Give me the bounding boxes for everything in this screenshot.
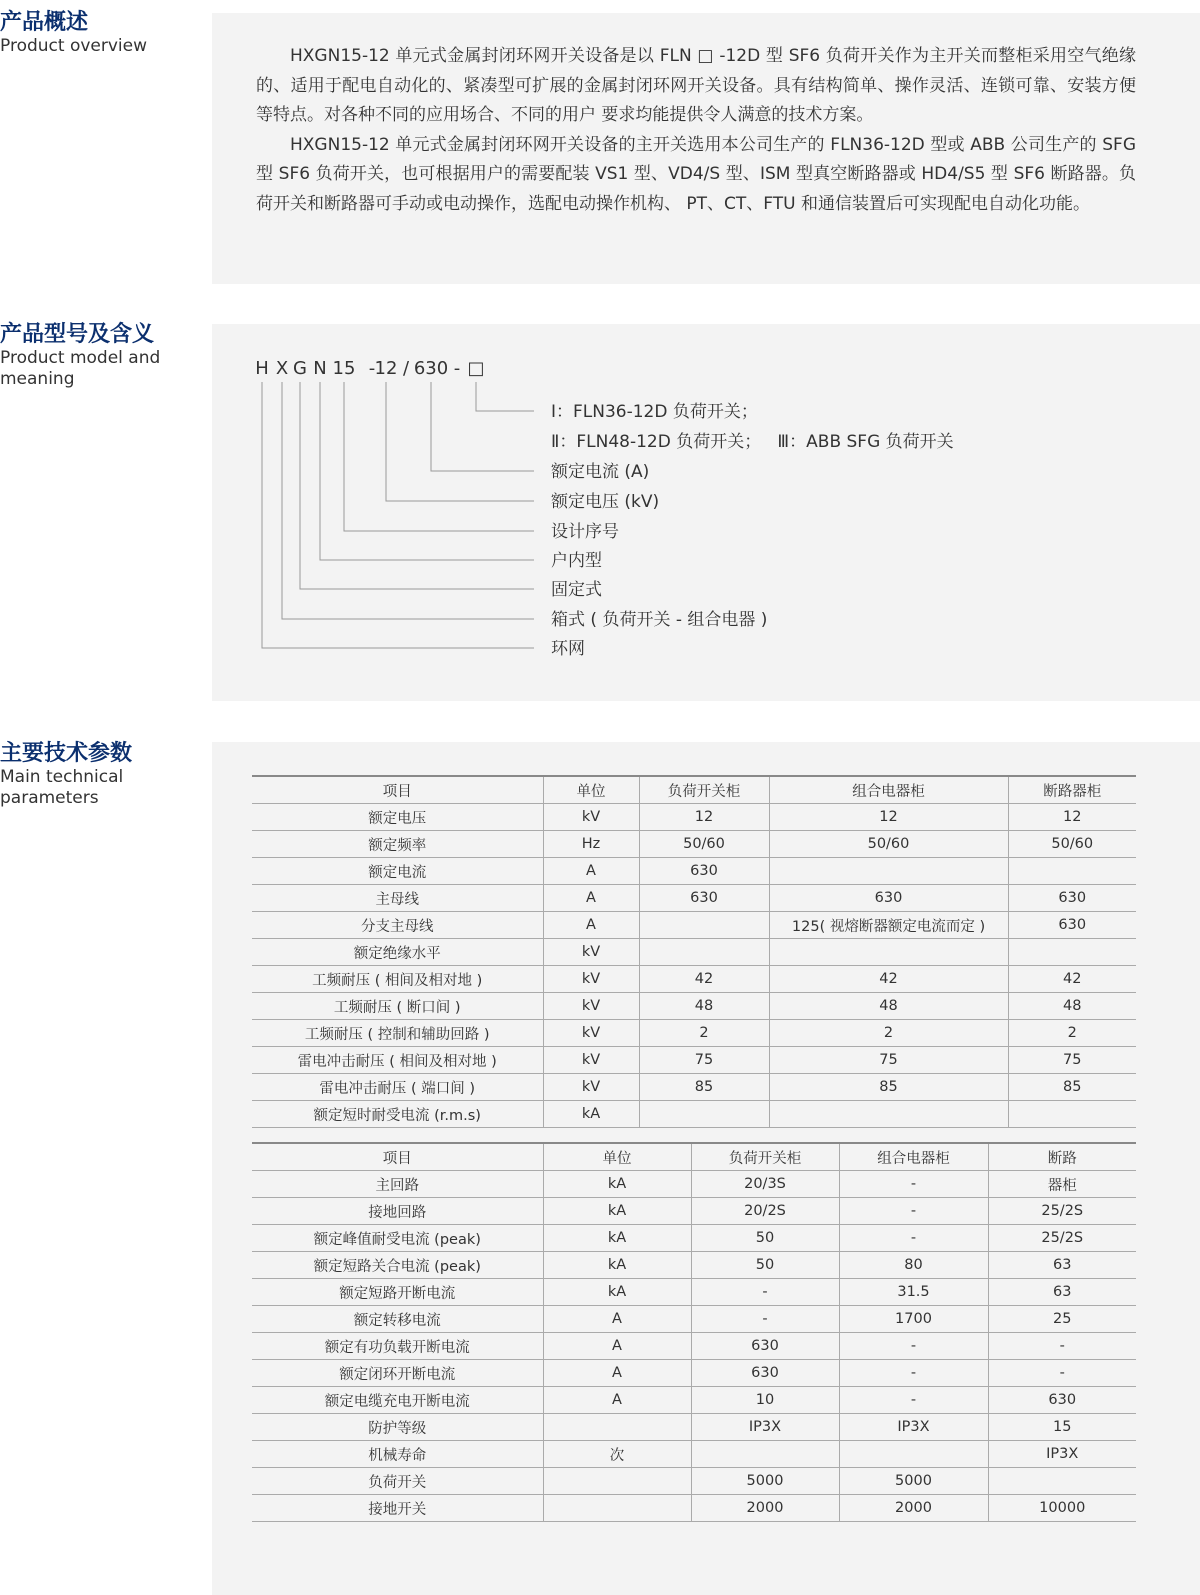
table-cell: 630 <box>1008 885 1136 912</box>
column-header: 项目 <box>252 1143 543 1171</box>
model-code-char: 15 <box>332 358 356 379</box>
table-cell: 额定绝缘水平 <box>252 939 543 966</box>
table-cell: kV <box>543 993 639 1020</box>
table-cell: - <box>988 1333 1136 1360</box>
table-cell: 分支主母线 <box>252 912 543 939</box>
table-cell: 48 <box>639 993 769 1020</box>
table-cell: A <box>543 1387 691 1414</box>
model-meaning-label: 额定电压 (kV) <box>551 492 660 512</box>
table-cell: A <box>543 1306 691 1333</box>
table-cell: 12 <box>639 804 769 831</box>
table-cell: 42 <box>639 966 769 993</box>
table-cell: kA <box>543 1198 691 1225</box>
model-title-cn: 产品型号及含义 <box>0 322 155 347</box>
table-cell: 2 <box>769 1020 1008 1047</box>
table-row <box>252 1333 1136 1360</box>
table-row <box>252 1360 1136 1387</box>
overview-paragraph-1: HXGN15-12 单元式金属封闭环网开关设备是以 FLN □ -12D 型 SF6 负荷开关作为主开关而整柜采用空气绝缘的、适用于配电自动化的、紧凑型可扩展的金属封闭环网开关设备。具有结构简单、操作灵活、连锁可靠、安装方便等特点。对各种不同的应用场合、不同的用户 要求均能提供令人满意的技术方案。 <box>256 46 1136 125</box>
table-cell: 48 <box>1008 993 1136 1020</box>
table-row <box>252 993 1136 1020</box>
table-cell: 630 <box>691 1333 839 1360</box>
table-row <box>252 966 1136 993</box>
overview-text <box>256 42 1136 219</box>
table-cell: 负荷开关 <box>252 1468 543 1495</box>
table-cell: 5000 <box>839 1468 988 1495</box>
table-cell: 2000 <box>839 1495 988 1522</box>
table-cell: 25/2S <box>988 1225 1136 1252</box>
table-cell: kV <box>543 1074 639 1101</box>
model-code-char: G <box>293 358 307 379</box>
table-cell <box>1008 858 1136 885</box>
table-row <box>252 1414 1136 1441</box>
table-cell <box>543 1414 691 1441</box>
params-table-1 <box>252 775 1136 1128</box>
table-cell: 63 <box>988 1279 1136 1306</box>
table-cell: 125( 视熔断器额定电流而定 ) <box>769 912 1008 939</box>
column-header: 单位 <box>543 1143 691 1171</box>
table-cell: 50 <box>691 1225 839 1252</box>
table-cell: 5000 <box>691 1468 839 1495</box>
params-table-2 <box>252 1142 1136 1522</box>
table-cell: - <box>839 1171 988 1198</box>
table-cell: 80 <box>839 1252 988 1279</box>
column-header: 断路 <box>988 1143 1136 1171</box>
table-row <box>252 1047 1136 1074</box>
table-cell: 630 <box>769 885 1008 912</box>
table-cell: 额定频率 <box>252 831 543 858</box>
column-header: 负荷开关柜 <box>691 1143 839 1171</box>
table-row <box>252 1198 1136 1225</box>
params-title-cn: 主要技术参数 <box>0 741 133 766</box>
params-title-en-line2: parameters <box>0 788 99 808</box>
table-cell: kA <box>543 1279 691 1306</box>
table-cell: 额定电压 <box>252 804 543 831</box>
table-cell: 防护等级 <box>252 1414 543 1441</box>
table-cell: 25/2S <box>988 1198 1136 1225</box>
table-cell: 额定电缆充电开断电流 <box>252 1387 543 1414</box>
model-code-diagram <box>212 324 1200 701</box>
table-row <box>252 939 1136 966</box>
table-row <box>252 1441 1136 1468</box>
table-cell: IP3X <box>988 1441 1136 1468</box>
model-code-char: - <box>453 358 461 379</box>
model-meaning-label: 环网 <box>551 639 585 659</box>
model-panel <box>212 324 1200 701</box>
table-cell: 额定电流 <box>252 858 543 885</box>
model-code-char: N <box>313 358 327 379</box>
table-cell: 85 <box>1008 1074 1136 1101</box>
table-cell <box>988 1468 1136 1495</box>
table-cell <box>543 1468 691 1495</box>
table-cell: A <box>543 858 639 885</box>
model-meaning-label: 设计序号 <box>551 522 619 542</box>
model-title-en-line2: meaning <box>0 369 75 389</box>
overview-section-title <box>0 10 205 57</box>
table-cell: kV <box>543 939 639 966</box>
params-panel <box>212 742 1200 1595</box>
table-cell: 15 <box>988 1414 1136 1441</box>
table-cell: 工频耐压 ( 控制和辅助回路 ) <box>252 1020 543 1047</box>
model-section-title <box>0 322 205 390</box>
table-cell: 50/60 <box>639 831 769 858</box>
table-cell: 额定闭环开断电流 <box>252 1360 543 1387</box>
table-header-row <box>252 776 1136 804</box>
table-row <box>252 831 1136 858</box>
table-cell: 85 <box>639 1074 769 1101</box>
model-code-char: 630 <box>413 358 449 379</box>
table-cell <box>1008 939 1136 966</box>
table-cell: 雷电冲击耐压 ( 相间及相对地 ) <box>252 1047 543 1074</box>
model-code-char: 12 <box>374 358 398 379</box>
table-header-row <box>252 1143 1136 1171</box>
table-cell: - <box>691 1306 839 1333</box>
overview-title-cn: 产品概述 <box>0 10 89 35</box>
column-header: 组合电器柜 <box>839 1143 988 1171</box>
model-code-char: X <box>275 358 289 379</box>
table-row <box>252 804 1136 831</box>
table-cell: 机械寿命 <box>252 1441 543 1468</box>
table-cell: kA <box>543 1101 639 1128</box>
model-code-char: H <box>255 358 269 379</box>
table-cell: - <box>839 1387 988 1414</box>
table-cell <box>839 1441 988 1468</box>
table-row <box>252 858 1136 885</box>
column-header: 负荷开关柜 <box>639 776 769 804</box>
table-cell <box>691 1441 839 1468</box>
params-title-en-line1: Main technical <box>0 767 124 787</box>
table-cell: 雷电冲击耐压 ( 端口间 ) <box>252 1074 543 1101</box>
table-cell: - <box>691 1279 839 1306</box>
table-cell: A <box>543 885 639 912</box>
table-cell: 工频耐压 ( 断口间 ) <box>252 993 543 1020</box>
table-cell: 2 <box>639 1020 769 1047</box>
table-cell: 50/60 <box>769 831 1008 858</box>
table-row <box>252 1279 1136 1306</box>
table-row <box>252 1101 1136 1128</box>
model-meaning-label: 固定式 <box>551 580 602 600</box>
model-connector-line <box>386 382 534 501</box>
table-cell: 2000 <box>691 1495 839 1522</box>
table-cell: 主回路 <box>252 1171 543 1198</box>
table-cell: - <box>839 1225 988 1252</box>
model-code-char: □ <box>467 358 485 379</box>
table-cell: - <box>988 1360 1136 1387</box>
table-cell <box>543 1495 691 1522</box>
table-cell <box>769 858 1008 885</box>
table-cell: 12 <box>769 804 1008 831</box>
table-row <box>252 1225 1136 1252</box>
table-cell: 接地开关 <box>252 1495 543 1522</box>
table-cell: 75 <box>1008 1047 1136 1074</box>
table-cell <box>639 1101 769 1128</box>
model-connector-line <box>262 382 534 648</box>
table-cell: 2 <box>1008 1020 1136 1047</box>
table-cell: 48 <box>769 993 1008 1020</box>
table-cell: 主母线 <box>252 885 543 912</box>
table-cell: 50 <box>691 1252 839 1279</box>
table-cell: IP3X <box>691 1414 839 1441</box>
table-cell: 1700 <box>839 1306 988 1333</box>
table-cell: 额定有功负载开断电流 <box>252 1333 543 1360</box>
table-cell: 额定短路关合电流 (peak) <box>252 1252 543 1279</box>
table-cell: 10000 <box>988 1495 1136 1522</box>
table-row <box>252 1252 1136 1279</box>
column-header: 项目 <box>252 776 543 804</box>
model-connector-line <box>431 382 534 471</box>
table-cell: 630 <box>988 1387 1136 1414</box>
table-cell: 42 <box>1008 966 1136 993</box>
table-row <box>252 1387 1136 1414</box>
params-section-title <box>0 741 205 809</box>
table-row <box>252 1020 1136 1047</box>
overview-paragraph-2: HXGN15-12 单元式金属封闭环网开关设备的主开关选用本公司生产的 FLN36-12D 型或 ABB 公司生产的 SFG 型 SF6 负荷开关，也可根据用户的需要配装 VS1 型、VD4/S 型、ISM 型真空断路器或 HD4/S5 型 SF6 断路器。负荷开关和断路器可手动或电动操作，选配电动操作机构、 PT、CT、FTU 和通信装置后可实现配电自动化功能。 <box>256 134 1136 214</box>
table-cell: IP3X <box>839 1414 988 1441</box>
table-cell: Hz <box>543 831 639 858</box>
table-cell <box>769 1101 1008 1128</box>
table-cell: 630 <box>691 1360 839 1387</box>
overview-title-en: Product overview <box>0 36 148 56</box>
table-cell: 75 <box>769 1047 1008 1074</box>
table-row <box>252 1306 1136 1333</box>
table-cell: - <box>839 1198 988 1225</box>
table-cell <box>639 912 769 939</box>
table-cell: 额定峰值耐受电流 (peak) <box>252 1225 543 1252</box>
table-cell: 额定短时耐受电流 (r.m.s) <box>252 1101 543 1128</box>
model-meaning-label: 箱式 ( 负荷开关 - 组合电器 ) <box>551 610 768 630</box>
column-header: 单位 <box>543 776 639 804</box>
model-meaning-label: Ⅱ：FLN48-12D 负荷开关； Ⅲ：ABB SFG 负荷开关 <box>551 432 954 452</box>
model-title-en-line1: Product model and <box>0 348 161 368</box>
model-connector-line <box>344 382 534 531</box>
table-cell: 50/60 <box>1008 831 1136 858</box>
table-cell: kA <box>543 1225 691 1252</box>
table-row <box>252 1171 1136 1198</box>
table-cell: - <box>839 1333 988 1360</box>
model-connector-line <box>476 382 534 411</box>
table-cell: - <box>839 1360 988 1387</box>
table-cell <box>769 939 1008 966</box>
overview-panel <box>212 13 1200 284</box>
table-cell: 630 <box>1008 912 1136 939</box>
table-cell: 25 <box>988 1306 1136 1333</box>
table-cell: 75 <box>639 1047 769 1074</box>
table-cell: 接地回路 <box>252 1198 543 1225</box>
table-cell: kA <box>543 1252 691 1279</box>
model-meaning-label: 户内型 <box>551 551 602 571</box>
table-row <box>252 1468 1136 1495</box>
table-cell: A <box>543 1360 691 1387</box>
table-cell: kA <box>543 1171 691 1198</box>
table-row <box>252 912 1136 939</box>
column-header: 组合电器柜 <box>769 776 1008 804</box>
table-cell <box>1008 1101 1136 1128</box>
table-cell <box>639 939 769 966</box>
table-cell: kV <box>543 1047 639 1074</box>
table-cell: 器柜 <box>988 1171 1136 1198</box>
model-meaning-label: Ⅰ：FLN36-12D 负荷开关； <box>551 402 758 422</box>
model-connector-line <box>300 382 534 589</box>
table-cell: 63 <box>988 1252 1136 1279</box>
table-cell: A <box>543 912 639 939</box>
table-row <box>252 1074 1136 1101</box>
model-meaning-label: 额定电流 (A) <box>551 462 650 482</box>
model-code-char: / <box>402 358 410 379</box>
table-cell: 630 <box>639 858 769 885</box>
table-cell: 42 <box>769 966 1008 993</box>
table-cell: A <box>543 1333 691 1360</box>
column-header: 断路器柜 <box>1008 776 1136 804</box>
table-cell: 次 <box>543 1441 691 1468</box>
table-cell: 20/2S <box>691 1198 839 1225</box>
table-cell: 额定短路开断电流 <box>252 1279 543 1306</box>
table-cell: 31.5 <box>839 1279 988 1306</box>
table-cell: 630 <box>639 885 769 912</box>
model-code-char: - <box>368 358 376 379</box>
table-cell: kV <box>543 966 639 993</box>
table-row <box>252 1495 1136 1522</box>
table-cell: 工频耐压 ( 相间及相对地 ) <box>252 966 543 993</box>
table-row <box>252 885 1136 912</box>
table-cell: 20/3S <box>691 1171 839 1198</box>
table-cell: kV <box>543 1020 639 1047</box>
table-cell: 10 <box>691 1387 839 1414</box>
table-cell: 额定转移电流 <box>252 1306 543 1333</box>
table-cell: 85 <box>769 1074 1008 1101</box>
table-cell: 12 <box>1008 804 1136 831</box>
table-cell: kV <box>543 804 639 831</box>
